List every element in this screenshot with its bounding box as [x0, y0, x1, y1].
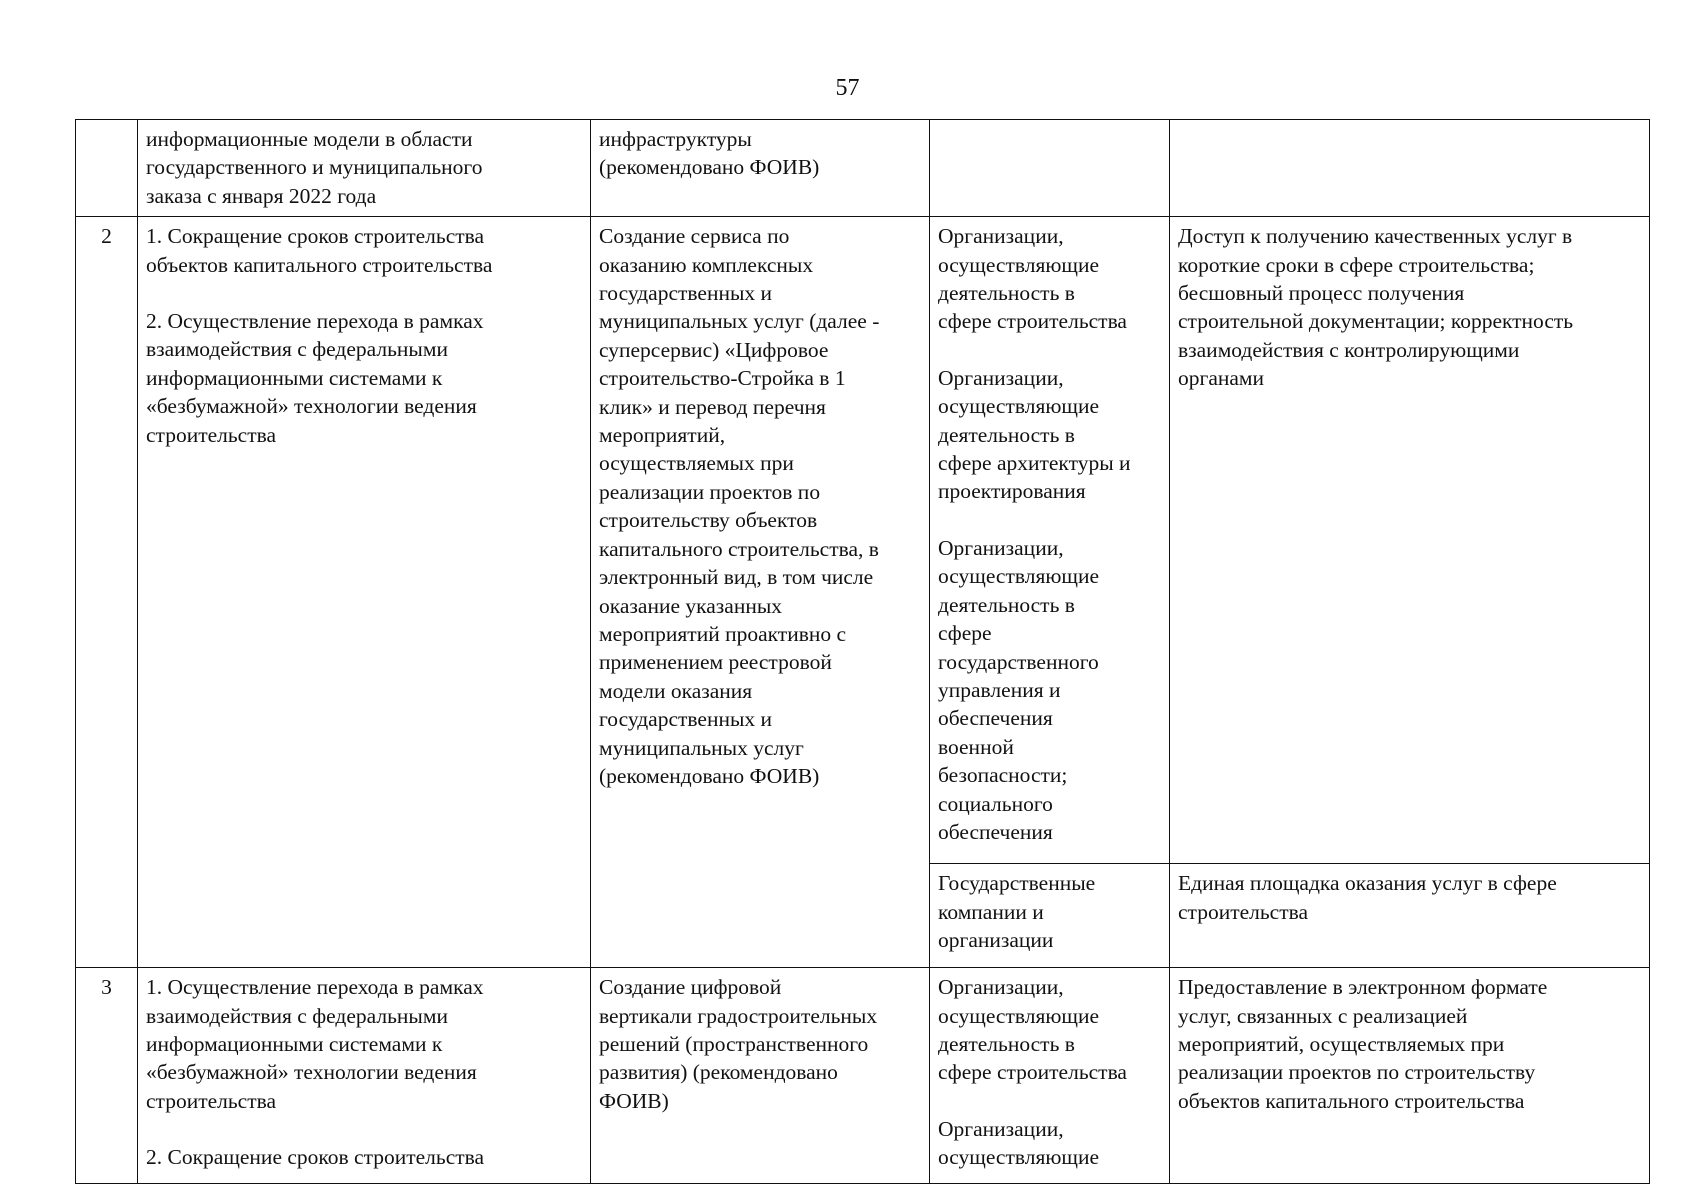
project-cell: [591, 217, 930, 968]
page-number: 57: [835, 75, 860, 101]
goals-cell: [138, 217, 591, 968]
audience-cell: [930, 120, 1170, 217]
effect-text: Единая площадка оказания услуг в сфере строительства: [1178, 871, 1557, 924]
project-text: инфраструктуры (рекомендовано ФОИВ): [599, 127, 820, 180]
project-cell: [591, 120, 930, 217]
goal-text: 2. Осуществление перехода в рамках взаимодействия с федеральными информационными системами к «безбумажной» технологии ведения строительства: [146, 309, 484, 447]
effect-text: Предоставление в электронном формате услуг, связанных с реализацией мероприятий, осуществляемых при реализации проектов по строительству объектов капитального строительства: [1178, 975, 1548, 1113]
table-row: [76, 120, 1650, 217]
effect-cell: [1170, 864, 1650, 968]
goal-text: 2. Сокращение сроков строительства: [146, 1145, 485, 1170]
audience-text: Организации, осуществляющие деятельность в сфере строительства: [938, 224, 1127, 334]
audience-text: Государственные компании и организации: [938, 871, 1096, 953]
audience-text: Организации, осуществляющие деятельность в сфере архитектуры и проектирования: [938, 365, 1131, 504]
goal-text: информационные модели в области государственного и муниципального заказа с января 2022 года: [146, 127, 483, 208]
audience-text: Организации, осуществляющие деятельность в сфере государственного управления и обеспечения военной безопасности; социального обеспечения: [938, 535, 1100, 844]
project-text: Создание сервиса по оказанию комплексных государственных и муниципальных услуг (далее - суперсервис) «Цифровое строительство-Стройка в 1 клик» и перевод перечня мероприятий, осуществляемых при реализации проектов по строительству объектов капитального строительства, в электронный вид, в том числе оказание указанных мероприятий проактивно с применением реестровой модели оказания государственных и муниципальных услуг (рекомендовано ФОИВ): [599, 224, 880, 788]
audience-text: Организации, осуществляющие деятельность в сфере строительства: [938, 975, 1127, 1085]
audience-text: Организации, осуществляющие: [938, 1116, 1100, 1170]
goals-cell: [138, 968, 591, 1184]
goals-cell: [138, 120, 591, 217]
row-number: 3: [76, 968, 138, 1184]
project-text: Создание цифровой вертикали градостроительных решений (пространственного развития) (рекомендовано ФОИВ): [599, 975, 878, 1113]
effect-cell: [1170, 120, 1650, 217]
table-row: [76, 217, 1650, 864]
effect-cell: [1170, 968, 1650, 1184]
audience-cell: [930, 864, 1170, 968]
measures-table: [75, 119, 1650, 1184]
row-number: [76, 120, 138, 217]
row-number: 2: [76, 217, 138, 968]
effect-cell: [1170, 217, 1650, 864]
table-row: [76, 968, 1650, 1184]
goal-text: 1. Осуществление перехода в рамках взаимодействия с федеральными информационными системами к «безбумажной» технологии ведения строительства: [146, 975, 484, 1113]
effect-text: Доступ к получению качественных услуг в короткие сроки в сфере строительства; бесшовный процесс получения строительной документации; корректность взаимодействия с контролирующими органами: [1178, 224, 1574, 391]
goal-text: 1. Сокращение сроков строительства объектов капитального строительства: [146, 224, 493, 277]
project-cell: [591, 968, 930, 1184]
audience-cell: [930, 968, 1170, 1184]
audience-cell: [930, 217, 1170, 864]
